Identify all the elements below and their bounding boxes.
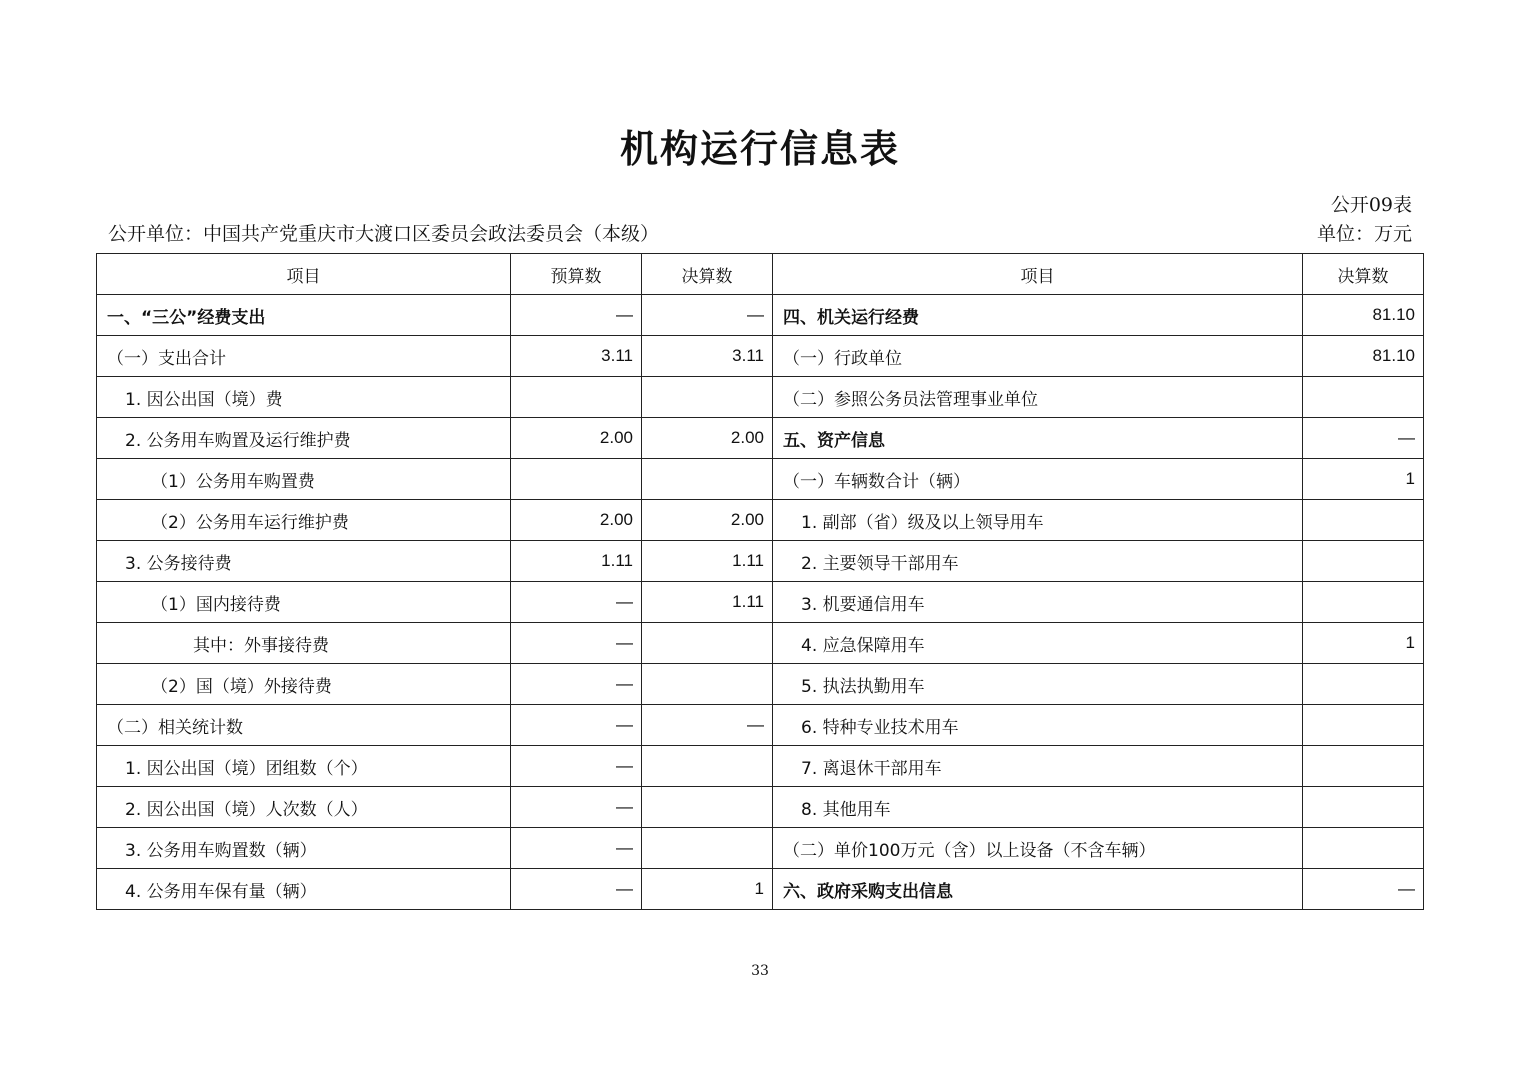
table-row [97,623,1424,664]
table-header-row [97,254,1424,295]
budget-value: — [511,828,642,869]
actual-value [642,377,773,418]
right-actual-value [1303,664,1424,705]
right-actual-value: 1 [1303,623,1424,664]
right-item: 五、资产信息 [773,418,1303,459]
right-actual-value [1303,787,1424,828]
actual-value: 3.11 [642,336,773,377]
right-item: （二）参照公务员法管理事业单位 [773,377,1303,418]
budget-value: 3.11 [511,336,642,377]
table-row [97,746,1424,787]
right-item: 4. 应急保障用车 [773,623,1303,664]
right-actual-value: 1 [1303,459,1424,500]
right-item: （一）车辆数合计（辆） [773,459,1303,500]
actual-value [642,828,773,869]
budget-value: 1.11 [511,541,642,582]
reporting-unit: 公开单位：中国共产党重庆市大渡口区委员会政法委员会（本级） [108,223,660,245]
right-actual-value: — [1303,869,1424,910]
budget-value [511,459,642,500]
table-row [97,828,1424,869]
table-row [97,418,1424,459]
actual-value: 1.11 [642,541,773,582]
right-item: （一）行政单位 [773,336,1303,377]
left-item: 3. 公务用车购置数（辆） [97,828,511,869]
header-actual-left: 决算数 [642,254,773,295]
right-item: 8. 其他用车 [773,787,1303,828]
header-actual-right: 决算数 [1303,254,1424,295]
left-item: （2）公务用车运行维护费 [97,500,511,541]
left-item: （1）公务用车购置费 [97,459,511,500]
left-item: （一）支出合计 [97,336,511,377]
header-budget: 预算数 [511,254,642,295]
right-actual-value: 81.10 [1303,295,1424,336]
budget-value: — [511,705,642,746]
table-row [97,582,1424,623]
budget-value: — [511,582,642,623]
currency-unit: 单位：万元 [1316,223,1412,245]
left-item: 2. 因公出国（境）人次数（人） [97,787,511,828]
actual-value: 1.11 [642,582,773,623]
page-number: 33 [751,963,769,979]
table-row [97,336,1424,377]
actual-value [642,459,773,500]
right-item: 六、政府采购支出信息 [773,869,1303,910]
right-actual-value [1303,377,1424,418]
info-table [96,253,1424,910]
left-item: （二）相关统计数 [97,705,511,746]
table-row [97,459,1424,500]
header-item-left: 项目 [97,254,511,295]
page-title: 机构运行信息表 [619,127,900,171]
header-item-right: 项目 [773,254,1303,295]
budget-value: 2.00 [511,500,642,541]
actual-value: — [642,705,773,746]
left-item: 2. 公务用车购置及运行维护费 [97,418,511,459]
right-item: 5. 执法执勤用车 [773,664,1303,705]
budget-value [511,377,642,418]
right-item: 7. 离退休干部用车 [773,746,1303,787]
right-actual-value [1303,541,1424,582]
right-item: 1. 副部（省）级及以上领导用车 [773,500,1303,541]
actual-value: 1 [642,869,773,910]
actual-value [642,746,773,787]
right-actual-value: 81.10 [1303,336,1424,377]
table-row [97,787,1424,828]
budget-value: — [511,787,642,828]
left-item: 4. 公务用车保有量（辆） [97,869,511,910]
right-item: （二）单价100万元（含）以上设备（不含车辆） [773,828,1303,869]
actual-value [642,787,773,828]
actual-value [642,664,773,705]
right-item: 3. 机要通信用车 [773,582,1303,623]
left-item: 一、“三公”经费支出 [97,295,511,336]
right-actual-value [1303,582,1424,623]
table-row [97,705,1424,746]
table-row [97,869,1424,910]
budget-value: — [511,869,642,910]
left-item: （2）国（境）外接待费 [97,664,511,705]
right-item: 2. 主要领导干部用车 [773,541,1303,582]
actual-value [642,623,773,664]
table-row [97,664,1424,705]
right-item: 6. 特种专业技术用车 [773,705,1303,746]
actual-value: 2.00 [642,500,773,541]
budget-value: 2.00 [511,418,642,459]
table-row [97,295,1424,336]
budget-value: — [511,623,642,664]
actual-value: 2.00 [642,418,773,459]
table-row [97,377,1424,418]
right-actual-value: — [1303,418,1424,459]
left-item: 1. 因公出国（境）团组数（个） [97,746,511,787]
budget-value: — [511,295,642,336]
budget-value: — [511,746,642,787]
form-number: 公开09表 [1330,194,1412,216]
right-actual-value [1303,828,1424,869]
left-item: 其中：外事接待费 [97,623,511,664]
left-item: （1）国内接待费 [97,582,511,623]
right-actual-value [1303,746,1424,787]
right-actual-value [1303,705,1424,746]
right-item: 四、机关运行经费 [773,295,1303,336]
right-actual-value [1303,500,1424,541]
budget-value: — [511,664,642,705]
left-item: 3. 公务接待费 [97,541,511,582]
left-item: 1. 因公出国（境）费 [97,377,511,418]
table-row [97,500,1424,541]
actual-value: — [642,295,773,336]
table-row [97,541,1424,582]
